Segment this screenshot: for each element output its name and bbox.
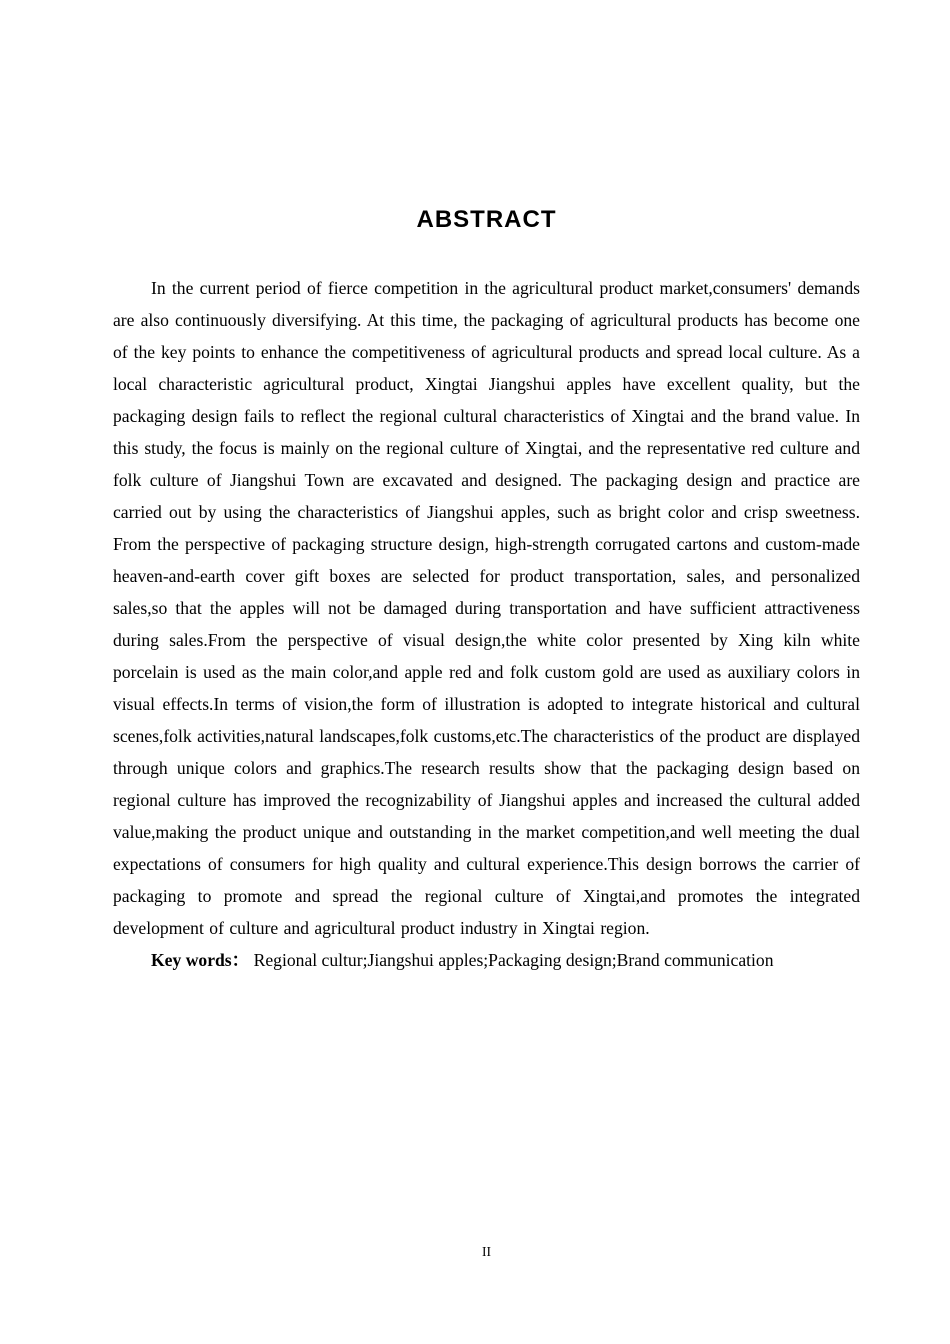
keywords-line: [113, 944, 860, 976]
page-title: ABSTRACT: [416, 206, 557, 233]
abstract-content: [113, 272, 860, 976]
keywords-text: Regional cultur;Jiangshui apples;Packaging design;Brand communication: [249, 950, 774, 970]
abstract-paragraph: In the current period of fierce competition in the agricultural product market,consumers' demands are also continuously diversifying. At this time, the packaging of agricultural products has become one of the key points to enhance the competitiveness of agricultural products and spread local culture. As a local characteristic agricultural product, Xingtai Jiangshui apples have excellent quality, but the packaging design fails to reflect the regional cultural characteristics of Xingtai and the brand value. In this study, the focus is mainly on the regional culture of Xingtai, and the representative red culture and folk culture of Jiangshui Town are excavated and designed. The packaging design and practice are carried out by using the characteristics of Jiangshui apples, such as bright color and crisp sweetness. From the perspective of packaging structure design, high-strength corrugated cartons and custom-made heaven-and-earth cover gift boxes are selected for product transportation, sales, and personalized sales,so that the apples will not be damaged during transportation and have sufficient attractiveness during sales.From the perspective of visual design,the white color presented by Xing kiln white porcelain is used as the main color,and apple red and folk custom gold are used as auxiliary colors in visual effects.In terms of vision,the form of illustration is adopted to integrate historical and cultural scenes,folk activities,natural landscapes,folk customs,etc.The characteristics of the product are displayed through unique colors and graphics.The research results show that the packaging design based on regional culture has improved the recognizability of Jiangshui apples and increased the cultural added value,making the product unique and outstanding in the market competition,and well meeting the dual expectations of consumers for high quality and cultural experience.This design borrows the carrier of packaging to promote and spread the regional culture of Xingtai,and promotes the integrated development of culture and agricultural product industry in Xingtai region.: [113, 278, 860, 938]
page-number: II: [482, 1244, 491, 1259]
keywords-label: Key words：: [151, 950, 250, 970]
